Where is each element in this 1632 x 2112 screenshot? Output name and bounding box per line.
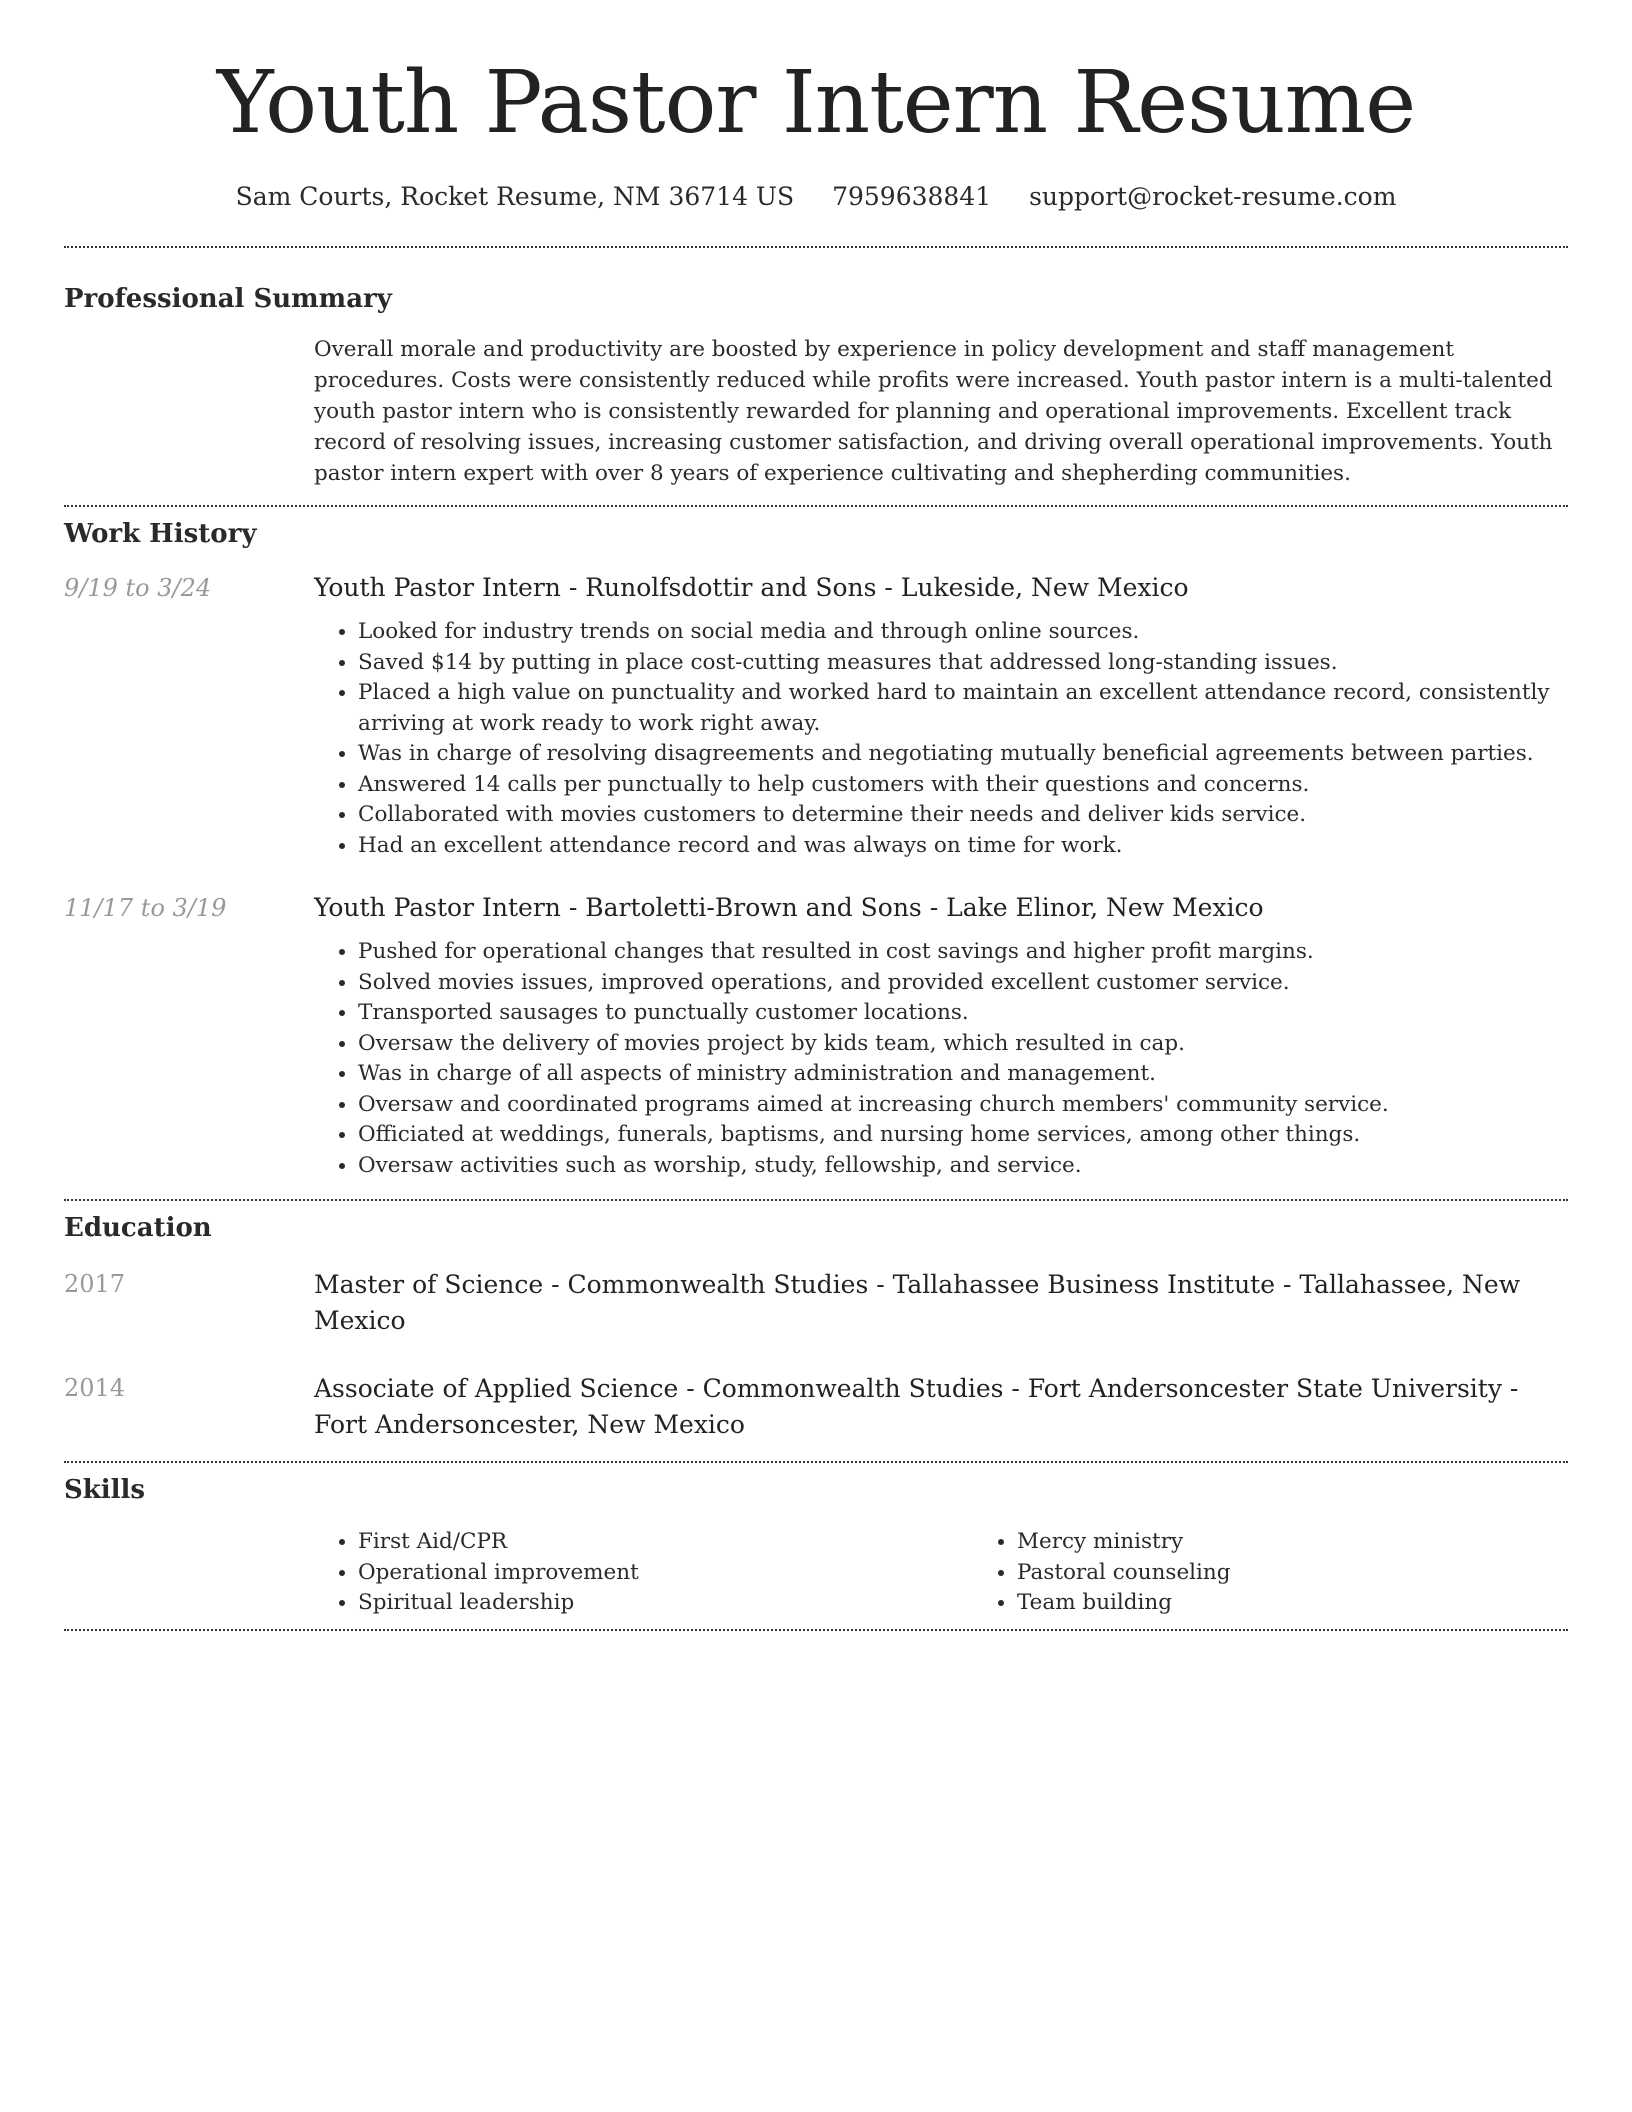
job-dates: 9/19 to 3/24	[64, 574, 212, 602]
education-year: 2014	[64, 1374, 126, 1402]
list-item: • Was in charge of all aspects of ministry administration and management.	[358, 1059, 1568, 1090]
summary-text: Overall morale and productivity are boosted by experience in policy development and staff management procedures. Costs were consistently reduced while profits were increased. Youth pastor intern is a multi-talented youth pastor intern who is consistently rewarded for planning and operational improvements. Excellent track record of resolving issues, increasing customer satisfaction, and driving overall operational improvements. Youth pastor intern expert with over 8 years of experience cultivating and shepherding communities.	[314, 337, 1553, 486]
divider	[64, 1629, 1568, 1631]
list-item: • Collaborated with movies customers to determine their needs and deliver kids service.	[358, 800, 1568, 831]
list-item: • Placed a high value on punctuality and worked hard to maintain an excellent attendance record, consistently arriving at work ready to work right away.	[358, 678, 1568, 739]
education-entry	[64, 1371, 1568, 1443]
skill-item: • Spiritual leadership	[358, 1588, 973, 1619]
contact-address: Sam Courts, Rocket Resume, NM 36714 US	[235, 182, 795, 211]
work-history-section	[64, 507, 1568, 1181]
list-item: • Transported sausages to punctually customer locations.	[358, 998, 1568, 1029]
list-item: • Oversaw and coordinated programs aimed at increasing church members' community service.	[358, 1090, 1568, 1121]
education-year: 2017	[64, 1270, 126, 1298]
job-bullets	[314, 937, 1568, 1181]
list-item: • Answered 14 calls per punctually to help customers with their questions and concerns.	[358, 770, 1568, 801]
summary-section	[64, 248, 1568, 489]
list-item: • Was in charge of resolving disagreements and negotiating mutually beneficial agreements between parties.	[358, 739, 1568, 770]
work-history-heading: Work History	[64, 519, 257, 549]
education-section	[64, 1201, 1568, 1443]
list-item: • Had an excellent attendance record and was always on time for work.	[358, 831, 1568, 862]
job-dates: 11/17 to 3/19	[64, 894, 227, 922]
skill-item: • Mercy ministry	[1017, 1527, 1632, 1558]
resume-title: Youth Pastor Intern Resume	[216, 53, 1416, 153]
skill-item: • Team building	[1017, 1588, 1632, 1619]
education-degree: Associate of Applied Science - Commonwealth Studies - Fort Andersoncester State University - Fort Andersoncester, New Mexico	[314, 1374, 1519, 1439]
list-item: • Oversaw the delivery of movies project by kids team, which resulted in cap.	[358, 1029, 1568, 1060]
skills-heading: Skills	[64, 1475, 146, 1505]
job-title: Youth Pastor Intern - Runolfsdottir and Sons - Lukeside, New Mexico	[314, 573, 1189, 602]
education-heading: Education	[64, 1213, 212, 1243]
skill-item: • Pastoral counseling	[1017, 1558, 1632, 1589]
job-entry	[64, 571, 1568, 861]
list-item: • Saved $14 by putting in place cost-cutting measures that addressed long-standing issues.	[358, 648, 1568, 679]
job-entry	[64, 891, 1568, 1181]
contact-phone: 7959638841	[832, 182, 992, 211]
job-title: Youth Pastor Intern - Bartoletti-Brown and Sons - Lake Elinor, New Mexico	[314, 893, 1264, 922]
education-entry	[64, 1267, 1568, 1339]
skills-section	[64, 1463, 1568, 1619]
contact-line	[64, 180, 1568, 214]
skill-item: • First Aid/CPR	[358, 1527, 973, 1558]
list-item: • Pushed for operational changes that resulted in cost savings and higher profit margins.	[358, 937, 1568, 968]
resume-page	[64, 0, 1568, 1631]
contact-email: support@rocket-resume.com	[1029, 182, 1397, 211]
list-item: • Solved movies issues, improved operations, and provided excellent customer service.	[358, 968, 1568, 999]
job-bullets	[314, 617, 1568, 861]
summary-heading: Professional Summary	[64, 284, 392, 314]
list-item: • Oversaw activities such as worship, study, fellowship, and service.	[358, 1151, 1568, 1182]
list-item: • Officiated at weddings, funerals, baptisms, and nursing home services, among other things.	[358, 1120, 1568, 1151]
education-degree: Master of Science - Commonwealth Studies - Tallahassee Business Institute - Tallahassee, New Mexico	[314, 1270, 1521, 1335]
skill-item: • Operational improvement	[358, 1558, 973, 1589]
skills-list-right	[973, 1527, 1632, 1619]
list-item: • Looked for industry trends on social media and through online sources.	[358, 617, 1568, 648]
skills-list-left	[314, 1527, 973, 1619]
